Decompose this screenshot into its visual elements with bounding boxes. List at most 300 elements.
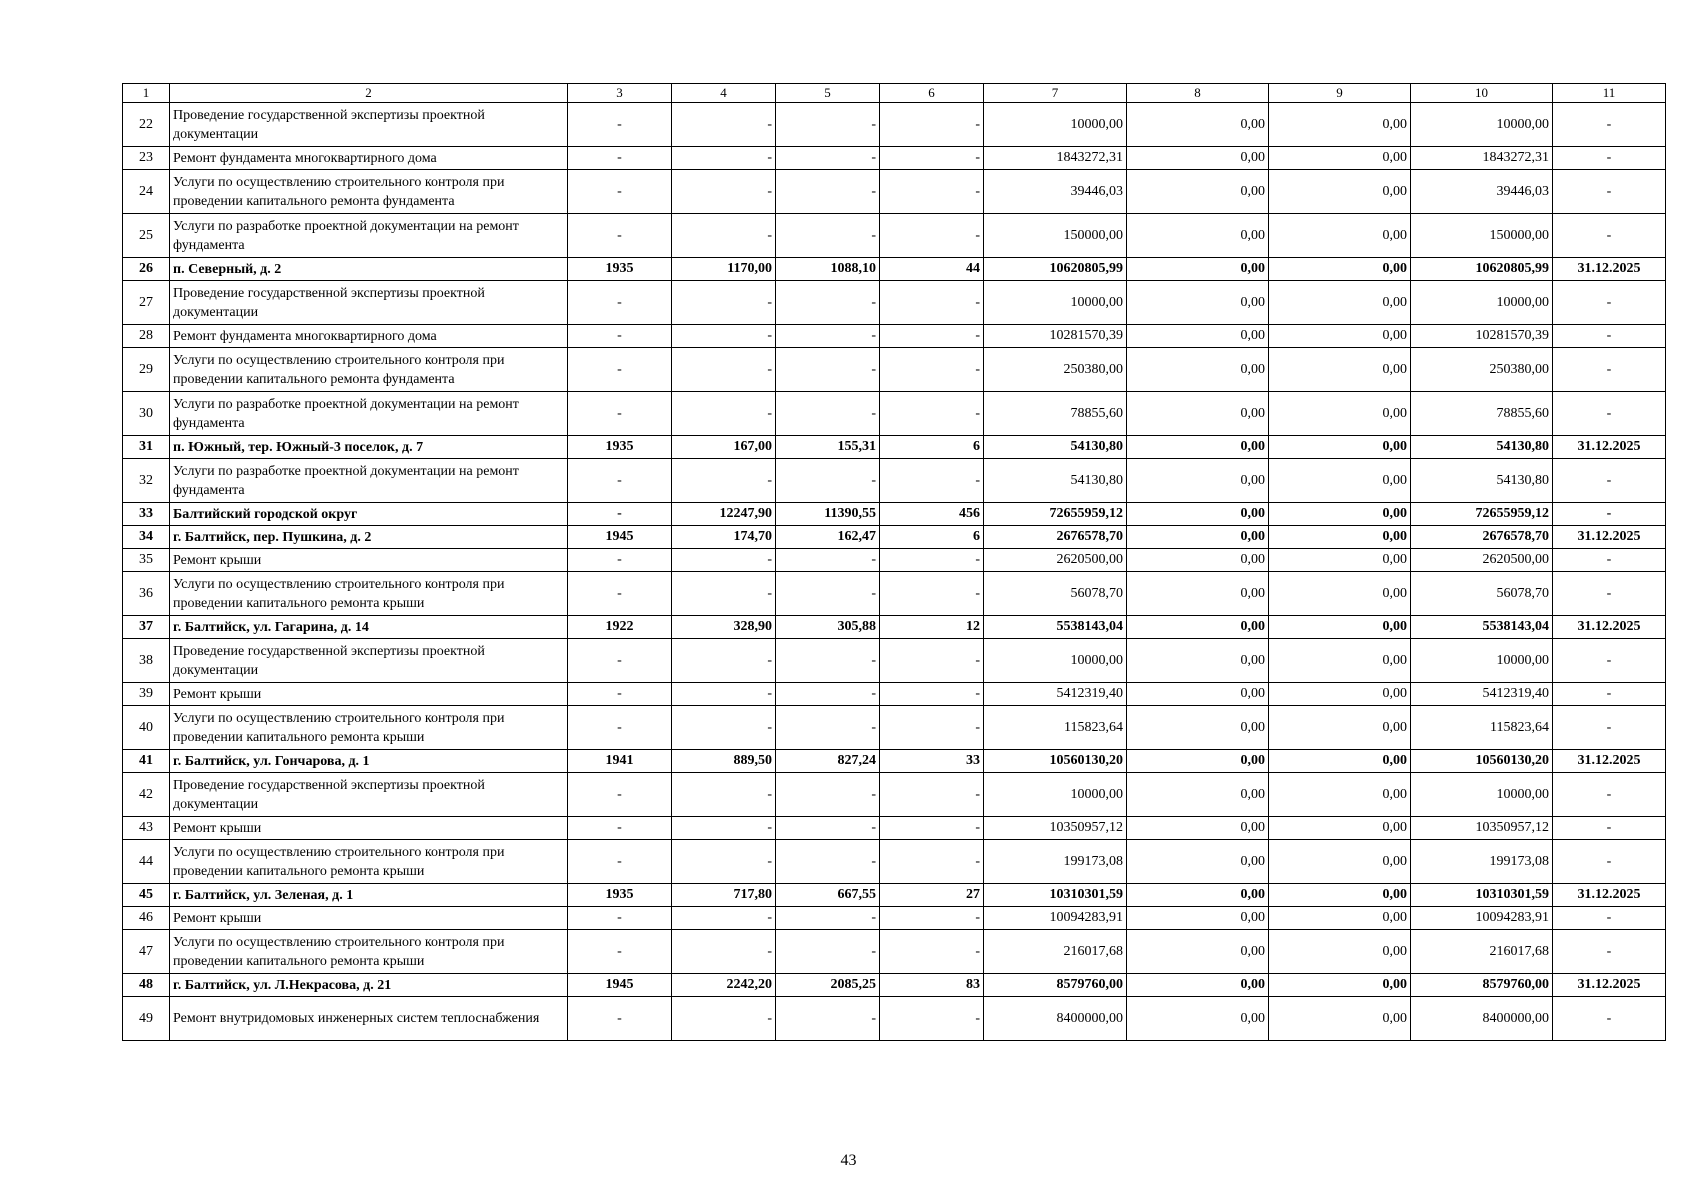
total-cost-cell: 115823,64: [984, 706, 1127, 750]
completion-date-cell: -: [1553, 459, 1666, 503]
premises-area-cell: -: [776, 348, 880, 392]
table-row: [123, 930, 1666, 974]
owner-funds-cell: 10310301,59: [1411, 884, 1553, 907]
residents-count-cell: -: [880, 348, 984, 392]
completion-date-cell: -: [1553, 549, 1666, 572]
header-cell: 1: [123, 84, 170, 103]
regional-funds-cell: 0,00: [1269, 616, 1411, 639]
premises-area-cell: 155,31: [776, 436, 880, 459]
residents-count-cell: 44: [880, 258, 984, 281]
table-row: [123, 214, 1666, 258]
premises-area-cell: -: [776, 459, 880, 503]
owner-funds-cell: 10350957,12: [1411, 817, 1553, 840]
work-item-name-cell: п. Северный, д. 2: [170, 258, 568, 281]
owner-funds-cell: 5412319,40: [1411, 683, 1553, 706]
federal-funds-cell: 0,00: [1127, 281, 1269, 325]
row-number-cell: 42: [123, 773, 170, 817]
table-row: [123, 997, 1666, 1041]
regional-funds-cell: 0,00: [1269, 503, 1411, 526]
regional-funds-cell: 0,00: [1269, 773, 1411, 817]
owner-funds-cell: 5538143,04: [1411, 616, 1553, 639]
owner-funds-cell: 10094283,91: [1411, 907, 1553, 930]
commission-year-cell: -: [568, 706, 672, 750]
table-row: [123, 147, 1666, 170]
residents-count-cell: -: [880, 997, 984, 1041]
row-number-cell: 38: [123, 639, 170, 683]
residents-count-cell: -: [880, 840, 984, 884]
commission-year-cell: -: [568, 348, 672, 392]
total-cost-cell: 10000,00: [984, 639, 1127, 683]
total-cost-cell: 250380,00: [984, 348, 1127, 392]
work-item-name-cell: Услуги по разработке проектной документации на ремонт фундамента: [170, 392, 568, 436]
completion-date-cell: -: [1553, 503, 1666, 526]
residents-count-cell: -: [880, 325, 984, 348]
work-item-name-cell: Ремонт крыши: [170, 683, 568, 706]
commission-year-cell: 1935: [568, 258, 672, 281]
total-area-cell: -: [672, 348, 776, 392]
row-number-cell: 26: [123, 258, 170, 281]
owner-funds-cell: 8579760,00: [1411, 974, 1553, 997]
regional-funds-cell: 0,00: [1269, 750, 1411, 773]
table-row: [123, 281, 1666, 325]
row-number-cell: 48: [123, 974, 170, 997]
premises-area-cell: -: [776, 214, 880, 258]
premises-area-cell: -: [776, 147, 880, 170]
completion-date-cell: 31.12.2025: [1553, 974, 1666, 997]
total-cost-cell: 5412319,40: [984, 683, 1127, 706]
row-number-cell: 37: [123, 616, 170, 639]
premises-area-cell: -: [776, 639, 880, 683]
table-row: [123, 750, 1666, 773]
residents-count-cell: -: [880, 170, 984, 214]
table-row: [123, 639, 1666, 683]
premises-area-cell: -: [776, 549, 880, 572]
work-item-name-cell: Услуги по осуществлению строительного контроля при проведении капитального ремонта крыши: [170, 572, 568, 616]
federal-funds-cell: 0,00: [1127, 572, 1269, 616]
table-row: [123, 170, 1666, 214]
premises-area-cell: -: [776, 997, 880, 1041]
completion-date-cell: 31.12.2025: [1553, 436, 1666, 459]
completion-date-cell: -: [1553, 997, 1666, 1041]
table-row: [123, 392, 1666, 436]
premises-area-cell: 827,24: [776, 750, 880, 773]
table-row: [123, 459, 1666, 503]
regional-funds-cell: 0,00: [1269, 170, 1411, 214]
total-cost-cell: 78855,60: [984, 392, 1127, 436]
commission-year-cell: -: [568, 503, 672, 526]
total-cost-cell: 10620805,99: [984, 258, 1127, 281]
table-row: [123, 817, 1666, 840]
federal-funds-cell: 0,00: [1127, 436, 1269, 459]
federal-funds-cell: 0,00: [1127, 750, 1269, 773]
regional-funds-cell: 0,00: [1269, 325, 1411, 348]
owner-funds-cell: 39446,03: [1411, 170, 1553, 214]
federal-funds-cell: 0,00: [1127, 930, 1269, 974]
table-row: [123, 773, 1666, 817]
total-cost-cell: 56078,70: [984, 572, 1127, 616]
owner-funds-cell: 10281570,39: [1411, 325, 1553, 348]
residents-count-cell: 456: [880, 503, 984, 526]
total-area-cell: -: [672, 683, 776, 706]
federal-funds-cell: 0,00: [1127, 773, 1269, 817]
completion-date-cell: 31.12.2025: [1553, 884, 1666, 907]
commission-year-cell: -: [568, 549, 672, 572]
work-item-name-cell: Проведение государственной экспертизы проектной документации: [170, 773, 568, 817]
regional-funds-cell: 0,00: [1269, 392, 1411, 436]
federal-funds-cell: 0,00: [1127, 907, 1269, 930]
table-row: [123, 348, 1666, 392]
premises-area-cell: -: [776, 706, 880, 750]
regional-funds-cell: 0,00: [1269, 572, 1411, 616]
regional-funds-cell: 0,00: [1269, 884, 1411, 907]
work-item-name-cell: Услуги по разработке проектной документации на ремонт фундамента: [170, 214, 568, 258]
residents-count-cell: -: [880, 281, 984, 325]
row-number-cell: 49: [123, 997, 170, 1041]
residents-count-cell: -: [880, 683, 984, 706]
owner-funds-cell: 10560130,20: [1411, 750, 1553, 773]
federal-funds-cell: 0,00: [1127, 997, 1269, 1041]
commission-year-cell: -: [568, 639, 672, 683]
completion-date-cell: -: [1553, 103, 1666, 147]
commission-year-cell: -: [568, 683, 672, 706]
commission-year-cell: 1945: [568, 526, 672, 549]
commission-year-cell: -: [568, 392, 672, 436]
federal-funds-cell: 0,00: [1127, 103, 1269, 147]
row-number-cell: 45: [123, 884, 170, 907]
total-cost-cell: 8579760,00: [984, 974, 1127, 997]
completion-date-cell: -: [1553, 325, 1666, 348]
total-area-cell: -: [672, 392, 776, 436]
owner-funds-cell: 216017,68: [1411, 930, 1553, 974]
regional-funds-cell: 0,00: [1269, 840, 1411, 884]
owner-funds-cell: 78855,60: [1411, 392, 1553, 436]
residents-count-cell: 6: [880, 526, 984, 549]
completion-date-cell: -: [1553, 773, 1666, 817]
premises-area-cell: 667,55: [776, 884, 880, 907]
commission-year-cell: -: [568, 103, 672, 147]
owner-funds-cell: 8400000,00: [1411, 997, 1553, 1041]
residents-count-cell: 12: [880, 616, 984, 639]
owner-funds-cell: 150000,00: [1411, 214, 1553, 258]
regional-funds-cell: 0,00: [1269, 459, 1411, 503]
premises-area-cell: 2085,25: [776, 974, 880, 997]
work-item-name-cell: Ремонт фундамента многоквартирного дома: [170, 147, 568, 170]
premises-area-cell: -: [776, 103, 880, 147]
table-row: [123, 683, 1666, 706]
total-area-cell: 12247,90: [672, 503, 776, 526]
residents-count-cell: -: [880, 639, 984, 683]
premises-area-cell: -: [776, 840, 880, 884]
commission-year-cell: -: [568, 997, 672, 1041]
total-area-cell: -: [672, 907, 776, 930]
federal-funds-cell: 0,00: [1127, 840, 1269, 884]
row-number-cell: 43: [123, 817, 170, 840]
row-number-cell: 29: [123, 348, 170, 392]
federal-funds-cell: 0,00: [1127, 258, 1269, 281]
commission-year-cell: -: [568, 773, 672, 817]
federal-funds-cell: 0,00: [1127, 503, 1269, 526]
owner-funds-cell: 54130,80: [1411, 436, 1553, 459]
completion-date-cell: 31.12.2025: [1553, 258, 1666, 281]
row-number-cell: 34: [123, 526, 170, 549]
completion-date-cell: -: [1553, 683, 1666, 706]
federal-funds-cell: 0,00: [1127, 170, 1269, 214]
owner-funds-cell: 10000,00: [1411, 281, 1553, 325]
owner-funds-cell: 250380,00: [1411, 348, 1553, 392]
row-number-cell: 41: [123, 750, 170, 773]
total-area-cell: -: [672, 706, 776, 750]
work-item-name-cell: Ремонт крыши: [170, 817, 568, 840]
completion-date-cell: 31.12.2025: [1553, 616, 1666, 639]
row-number-cell: 27: [123, 281, 170, 325]
total-area-cell: 717,80: [672, 884, 776, 907]
premises-area-cell: -: [776, 817, 880, 840]
total-area-cell: -: [672, 459, 776, 503]
completion-date-cell: 31.12.2025: [1553, 750, 1666, 773]
total-cost-cell: 5538143,04: [984, 616, 1127, 639]
work-item-name-cell: г. Балтийск, ул. Зеленая, д. 1: [170, 884, 568, 907]
regional-funds-cell: 0,00: [1269, 103, 1411, 147]
federal-funds-cell: 0,00: [1127, 214, 1269, 258]
total-cost-cell: 2676578,70: [984, 526, 1127, 549]
total-area-cell: -: [672, 817, 776, 840]
completion-date-cell: -: [1553, 930, 1666, 974]
premises-area-cell: -: [776, 773, 880, 817]
federal-funds-cell: 0,00: [1127, 974, 1269, 997]
total-cost-cell: 10281570,39: [984, 325, 1127, 348]
table-row: [123, 907, 1666, 930]
work-item-name-cell: Услуги по осуществлению строительного контроля при проведении капитального ремонта крыши: [170, 706, 568, 750]
regional-funds-cell: 0,00: [1269, 549, 1411, 572]
completion-date-cell: 31.12.2025: [1553, 526, 1666, 549]
completion-date-cell: -: [1553, 840, 1666, 884]
regional-funds-cell: 0,00: [1269, 639, 1411, 683]
total-cost-cell: 10094283,91: [984, 907, 1127, 930]
work-item-name-cell: Ремонт крыши: [170, 907, 568, 930]
total-area-cell: -: [672, 103, 776, 147]
regional-funds-cell: 0,00: [1269, 997, 1411, 1041]
residents-count-cell: -: [880, 549, 984, 572]
federal-funds-cell: 0,00: [1127, 325, 1269, 348]
row-number-cell: 31: [123, 436, 170, 459]
column-number-header: [123, 84, 1666, 103]
header-cell: 11: [1553, 84, 1666, 103]
total-cost-cell: 10000,00: [984, 103, 1127, 147]
premises-area-cell: -: [776, 907, 880, 930]
header-cell: 3: [568, 84, 672, 103]
commission-year-cell: -: [568, 907, 672, 930]
row-number-cell: 46: [123, 907, 170, 930]
regional-funds-cell: 0,00: [1269, 974, 1411, 997]
owner-funds-cell: 54130,80: [1411, 459, 1553, 503]
residents-count-cell: -: [880, 147, 984, 170]
row-number-cell: 44: [123, 840, 170, 884]
row-number-cell: 22: [123, 103, 170, 147]
residents-count-cell: 83: [880, 974, 984, 997]
premises-area-cell: 1088,10: [776, 258, 880, 281]
table-row: [123, 258, 1666, 281]
row-number-cell: 28: [123, 325, 170, 348]
total-area-cell: 889,50: [672, 750, 776, 773]
total-area-cell: -: [672, 147, 776, 170]
header-cell: 8: [1127, 84, 1269, 103]
total-area-cell: 328,90: [672, 616, 776, 639]
regional-funds-cell: 0,00: [1269, 147, 1411, 170]
table-row: [123, 103, 1666, 147]
federal-funds-cell: 0,00: [1127, 616, 1269, 639]
premises-area-cell: -: [776, 930, 880, 974]
owner-funds-cell: 56078,70: [1411, 572, 1553, 616]
owner-funds-cell: 10000,00: [1411, 103, 1553, 147]
regional-funds-cell: 0,00: [1269, 436, 1411, 459]
premises-area-cell: -: [776, 392, 880, 436]
work-item-name-cell: Ремонт крыши: [170, 549, 568, 572]
owner-funds-cell: 10000,00: [1411, 639, 1553, 683]
completion-date-cell: -: [1553, 281, 1666, 325]
table-row: [123, 884, 1666, 907]
regional-funds-cell: 0,00: [1269, 930, 1411, 974]
residents-count-cell: -: [880, 459, 984, 503]
premises-area-cell: 162,47: [776, 526, 880, 549]
completion-date-cell: -: [1553, 706, 1666, 750]
work-item-name-cell: п. Южный, тер. Южный-3 поселок, д. 7: [170, 436, 568, 459]
premises-area-cell: -: [776, 572, 880, 616]
federal-funds-cell: 0,00: [1127, 526, 1269, 549]
header-cell: 7: [984, 84, 1127, 103]
regional-funds-cell: 0,00: [1269, 683, 1411, 706]
residents-count-cell: -: [880, 930, 984, 974]
owner-funds-cell: 199173,08: [1411, 840, 1553, 884]
federal-funds-cell: 0,00: [1127, 706, 1269, 750]
total-area-cell: -: [672, 997, 776, 1041]
owner-funds-cell: 115823,64: [1411, 706, 1553, 750]
commission-year-cell: -: [568, 930, 672, 974]
total-cost-cell: 10000,00: [984, 773, 1127, 817]
work-item-name-cell: Ремонт внутридомовых инженерных систем теплоснабжения: [170, 997, 568, 1041]
federal-funds-cell: 0,00: [1127, 392, 1269, 436]
premises-area-cell: -: [776, 325, 880, 348]
header-cell: 10: [1411, 84, 1553, 103]
residents-count-cell: 27: [880, 884, 984, 907]
total-cost-cell: 10350957,12: [984, 817, 1127, 840]
owner-funds-cell: 2676578,70: [1411, 526, 1553, 549]
table-body: [123, 103, 1666, 1041]
table-row: [123, 616, 1666, 639]
completion-date-cell: -: [1553, 572, 1666, 616]
total-area-cell: 2242,20: [672, 974, 776, 997]
commission-year-cell: 1935: [568, 884, 672, 907]
total-cost-cell: 216017,68: [984, 930, 1127, 974]
row-number-cell: 35: [123, 549, 170, 572]
federal-funds-cell: 0,00: [1127, 639, 1269, 683]
work-item-name-cell: Услуги по осуществлению строительного контроля при проведении капитального ремонта фундамента: [170, 348, 568, 392]
owner-funds-cell: 1843272,31: [1411, 147, 1553, 170]
commission-year-cell: -: [568, 170, 672, 214]
table-row: [123, 436, 1666, 459]
residents-count-cell: -: [880, 103, 984, 147]
total-cost-cell: 150000,00: [984, 214, 1127, 258]
total-cost-cell: 10000,00: [984, 281, 1127, 325]
work-item-name-cell: Проведение государственной экспертизы проектной документации: [170, 281, 568, 325]
header-cell: 6: [880, 84, 984, 103]
table-row: [123, 840, 1666, 884]
completion-date-cell: -: [1553, 907, 1666, 930]
residents-count-cell: 33: [880, 750, 984, 773]
federal-funds-cell: 0,00: [1127, 884, 1269, 907]
work-item-name-cell: Услуги по разработке проектной документации на ремонт фундамента: [170, 459, 568, 503]
total-area-cell: -: [672, 572, 776, 616]
work-item-name-cell: Услуги по осуществлению строительного контроля при проведении капитального ремонта крыши: [170, 930, 568, 974]
commission-year-cell: -: [568, 840, 672, 884]
header-cell: 9: [1269, 84, 1411, 103]
work-item-name-cell: Услуги по осуществлению строительного контроля при проведении капитального ремонта крыши: [170, 840, 568, 884]
table-row: [123, 572, 1666, 616]
page-number: 43: [840, 1152, 857, 1169]
total-area-cell: -: [672, 930, 776, 974]
commission-year-cell: -: [568, 281, 672, 325]
commission-year-cell: 1945: [568, 974, 672, 997]
federal-funds-cell: 0,00: [1127, 147, 1269, 170]
row-number-cell: 40: [123, 706, 170, 750]
row-number-cell: 32: [123, 459, 170, 503]
commission-year-cell: -: [568, 325, 672, 348]
federal-funds-cell: 0,00: [1127, 549, 1269, 572]
repair-program-table: [122, 83, 1666, 1041]
commission-year-cell: -: [568, 214, 672, 258]
regional-funds-cell: 0,00: [1269, 281, 1411, 325]
federal-funds-cell: 0,00: [1127, 459, 1269, 503]
completion-date-cell: -: [1553, 817, 1666, 840]
row-number-cell: 30: [123, 392, 170, 436]
federal-funds-cell: 0,00: [1127, 817, 1269, 840]
regional-funds-cell: 0,00: [1269, 817, 1411, 840]
commission-year-cell: -: [568, 459, 672, 503]
work-item-name-cell: Проведение государственной экспертизы проектной документации: [170, 103, 568, 147]
residents-count-cell: -: [880, 572, 984, 616]
total-cost-cell: 72655959,12: [984, 503, 1127, 526]
table-row: [123, 974, 1666, 997]
residents-count-cell: -: [880, 214, 984, 258]
work-item-name-cell: Ремонт фундамента многоквартирного дома: [170, 325, 568, 348]
residents-count-cell: 6: [880, 436, 984, 459]
commission-year-cell: -: [568, 817, 672, 840]
total-area-cell: 167,00: [672, 436, 776, 459]
completion-date-cell: -: [1553, 348, 1666, 392]
owner-funds-cell: 10620805,99: [1411, 258, 1553, 281]
total-cost-cell: 54130,80: [984, 436, 1127, 459]
completion-date-cell: -: [1553, 214, 1666, 258]
owner-funds-cell: 72655959,12: [1411, 503, 1553, 526]
completion-date-cell: -: [1553, 170, 1666, 214]
residents-count-cell: -: [880, 817, 984, 840]
total-area-cell: -: [672, 281, 776, 325]
header-cell: 2: [170, 84, 568, 103]
completion-date-cell: -: [1553, 147, 1666, 170]
total-area-cell: 1170,00: [672, 258, 776, 281]
commission-year-cell: 1935: [568, 436, 672, 459]
premises-area-cell: -: [776, 170, 880, 214]
premises-area-cell: -: [776, 683, 880, 706]
table-row: [123, 503, 1666, 526]
premises-area-cell: 11390,55: [776, 503, 880, 526]
regional-funds-cell: 0,00: [1269, 214, 1411, 258]
row-number-cell: 24: [123, 170, 170, 214]
regional-funds-cell: 0,00: [1269, 348, 1411, 392]
owner-funds-cell: 2620500,00: [1411, 549, 1553, 572]
work-item-name-cell: г. Балтийск, ул. Гончарова, д. 1: [170, 750, 568, 773]
total-cost-cell: 39446,03: [984, 170, 1127, 214]
header-cell: 4: [672, 84, 776, 103]
